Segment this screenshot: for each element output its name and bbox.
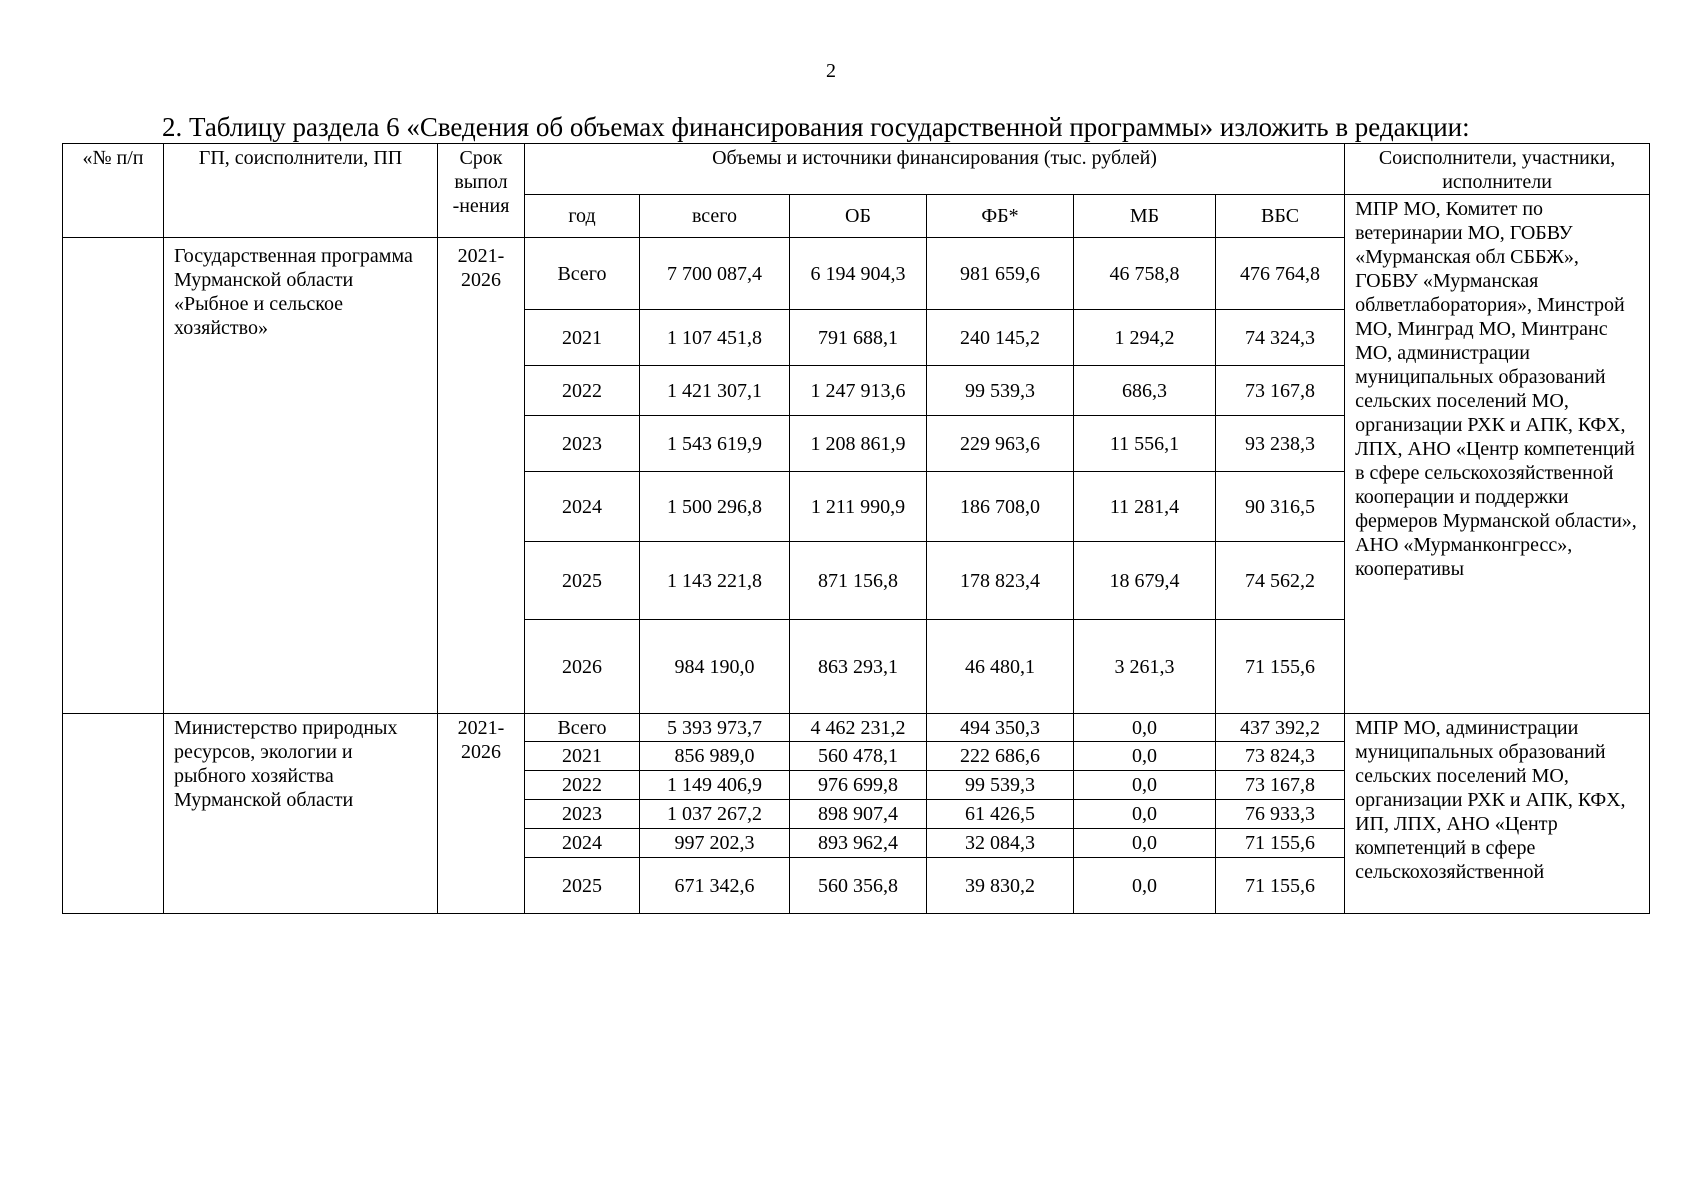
- cell-year: Всего: [525, 714, 640, 742]
- cell-ob: 1 247 913,6: [790, 366, 927, 416]
- cell-vbs: 71 155,6: [1216, 858, 1345, 914]
- cell-vbs: 93 238,3: [1216, 416, 1345, 472]
- cell-total: 7 700 087,4: [640, 238, 790, 310]
- cell-ob: 898 907,4: [790, 800, 927, 829]
- cell-ob: 893 962,4: [790, 829, 927, 858]
- cell-mb: 0,0: [1074, 771, 1216, 800]
- cell-vbs: 437 392,2: [1216, 714, 1345, 742]
- cell-total: 1 149 406,9: [640, 771, 790, 800]
- cell-mb: 11 281,4: [1074, 472, 1216, 542]
- cell-total: 984 190,0: [640, 620, 790, 714]
- header-ob: ОБ: [790, 195, 927, 238]
- cell-year: Всего: [525, 238, 640, 310]
- header-volumes: Объемы и источники финансирования (тыс. рублей): [525, 144, 1345, 195]
- cell-mb: 686,3: [1074, 366, 1216, 416]
- cell-mb: 0,0: [1074, 714, 1216, 742]
- page-number: 2: [826, 60, 836, 82]
- cell-total: 856 989,0: [640, 742, 790, 771]
- cell-fb: 178 823,4: [927, 542, 1074, 620]
- cell-fb: 240 145,2: [927, 310, 1074, 366]
- cell-vbs: 90 316,5: [1216, 472, 1345, 542]
- term-cell: 2021-2026: [438, 238, 525, 714]
- section-heading: 2. Таблицу раздела 6 «Сведения об объемах финансирования государственной программы» изложить в редакции:: [162, 112, 1470, 142]
- executors-cell: МПР МО, администрации муниципальных образований сельских поселений МО, организации РХК и АПК, КФХ, ИП, ЛПХ, АНО «Центр компетенций в сфере сельскохозяйственной: [1345, 714, 1650, 914]
- cell-fb: 981 659,6: [927, 238, 1074, 310]
- cell-year: 2024: [525, 472, 640, 542]
- cell-ob: 863 293,1: [790, 620, 927, 714]
- cell-total: 1 143 221,8: [640, 542, 790, 620]
- program-name-cell: Министерство природных ресурсов, экологии и рыбного хозяйства Мурманской области: [164, 714, 438, 914]
- cell-year: 2021: [525, 742, 640, 771]
- cell-mb: 18 679,4: [1074, 542, 1216, 620]
- cell-year: 2023: [525, 416, 640, 472]
- header-term: Срок выпол -нения: [438, 144, 525, 238]
- term-cell: 2021-2026: [438, 714, 525, 914]
- cell-vbs: 76 933,3: [1216, 800, 1345, 829]
- cell-fb: 229 963,6: [927, 416, 1074, 472]
- header-fb: ФБ*: [927, 195, 1074, 238]
- cell-year: 2025: [525, 542, 640, 620]
- cell-total: 5 393 973,7: [640, 714, 790, 742]
- cell-mb: 0,0: [1074, 829, 1216, 858]
- cell-total: 671 342,6: [640, 858, 790, 914]
- cell-ob: 560 356,8: [790, 858, 927, 914]
- cell-fb: 99 539,3: [927, 771, 1074, 800]
- cell-total: 1 107 451,8: [640, 310, 790, 366]
- header-gp: ГП, соисполнители, ПП: [164, 144, 438, 238]
- cell-fb: 32 084,3: [927, 829, 1074, 858]
- cell-mb: 46 758,8: [1074, 238, 1216, 310]
- cell-year: 2026: [525, 620, 640, 714]
- cell-fb: 222 686,6: [927, 742, 1074, 771]
- cell-fb: 186 708,0: [927, 472, 1074, 542]
- header-year: год: [525, 195, 640, 238]
- cell-fb: 494 350,3: [927, 714, 1074, 742]
- cell-total: 1 543 619,9: [640, 416, 790, 472]
- cell-vbs: 476 764,8: [1216, 238, 1345, 310]
- cell-vbs: 71 155,6: [1216, 620, 1345, 714]
- cell-year: 2025: [525, 858, 640, 914]
- header-executors: Соисполнители, участники, исполнители: [1345, 144, 1650, 195]
- cell-total: 1 500 296,8: [640, 472, 790, 542]
- cell-vbs: 73 167,8: [1216, 771, 1345, 800]
- cell-vbs: 71 155,6: [1216, 829, 1345, 858]
- cell-fb: 46 480,1: [927, 620, 1074, 714]
- row-number-cell: [63, 238, 164, 714]
- cell-fb: 39 830,2: [927, 858, 1074, 914]
- executors-cell: МПР МО, Комитет по ветеринарии МО, ГОБВУ «Мурманская обл СББЖ», ГОБВУ «Мурманская облветлаборатория», Минстрой МО, Минград МО, Минтранс МО, администрации муниципальных образований сельских поселений МО, организации РХК и АПК, КФХ, ЛПХ, АНО «Центр компетенций в сфере сельскохозяйственной кооперации и поддержки фермеров Мурманской области», АНО «Мурманконгресс», кооперативы: [1345, 195, 1650, 714]
- cell-year: 2022: [525, 771, 640, 800]
- cell-ob: 976 699,8: [790, 771, 927, 800]
- cell-mb: 3 261,3: [1074, 620, 1216, 714]
- cell-total: 1 037 267,2: [640, 800, 790, 829]
- header-row-1: [63, 144, 1650, 195]
- cell-ob: 6 194 904,3: [790, 238, 927, 310]
- cell-year: 2024: [525, 829, 640, 858]
- cell-mb: 0,0: [1074, 858, 1216, 914]
- cell-ob: 791 688,1: [790, 310, 927, 366]
- cell-year: 2021: [525, 310, 640, 366]
- cell-total: 1 421 307,1: [640, 366, 790, 416]
- cell-vbs: 73 167,8: [1216, 366, 1345, 416]
- header-mb: МБ: [1074, 195, 1216, 238]
- cell-fb: 61 426,5: [927, 800, 1074, 829]
- row-number-cell: [63, 714, 164, 914]
- cell-ob: 871 156,8: [790, 542, 927, 620]
- cell-ob: 1 208 861,9: [790, 416, 927, 472]
- cell-year: 2023: [525, 800, 640, 829]
- header-num: «№ п/п: [63, 144, 164, 238]
- cell-ob: 560 478,1: [790, 742, 927, 771]
- cell-vbs: 73 824,3: [1216, 742, 1345, 771]
- cell-ob: 1 211 990,9: [790, 472, 927, 542]
- cell-fb: 99 539,3: [927, 366, 1074, 416]
- cell-mb: 0,0: [1074, 742, 1216, 771]
- table-row: [63, 714, 1650, 742]
- financing-table: [62, 143, 1650, 914]
- cell-year: 2022: [525, 366, 640, 416]
- cell-vbs: 74 324,3: [1216, 310, 1345, 366]
- cell-mb: 11 556,1: [1074, 416, 1216, 472]
- program-name-cell: Государственная программа Мурманской области «Рыбное и сельское хозяйство»: [164, 238, 438, 714]
- cell-ob: 4 462 231,2: [790, 714, 927, 742]
- cell-mb: 1 294,2: [1074, 310, 1216, 366]
- cell-mb: 0,0: [1074, 800, 1216, 829]
- header-vbs: ВБС: [1216, 195, 1345, 238]
- cell-vbs: 74 562,2: [1216, 542, 1345, 620]
- header-total: всего: [640, 195, 790, 238]
- cell-total: 997 202,3: [640, 829, 790, 858]
